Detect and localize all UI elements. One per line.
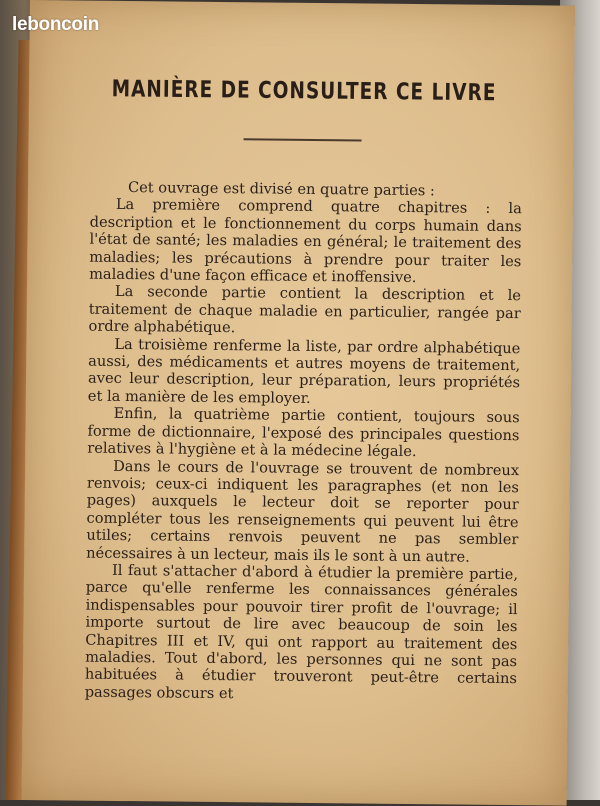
title-divider: [244, 138, 362, 141]
leboncoin-watermark: leboncoin: [12, 14, 100, 35]
paragraph: La troisième renferme la liste, par ordre alphabétique aussi, des médicaments et autres moyens de traitement, avec leur description, leur préparation, leurs propriétés et la manière de les employer.: [87, 335, 521, 407]
page-title: MANIÈRE DE CONSULTER CE LIVRE: [111, 76, 497, 107]
paragraph: Dans le cours de l'ouvrage se trouvent de nombreux renvois; ceux-ci indiquent les paragraphes (et non les pages) auxquels le lecteur doit se reporter pour compléter tous les renseignements qui peuvent lui être utiles; certains renvois peuvent ne pas sembler nécessaires à un lecteur, mais ils le sont à un autre.: [86, 457, 520, 566]
paragraph: Enfin, la quatrième partie contient, toujours sous forme de dictionnaire, l'exposé des principales questions relatives à l'hygiène et à la médecine légale.: [87, 405, 520, 461]
paragraph: Cet ouvrage est divisé en quatre parties :: [127, 179, 435, 200]
book-page: [22, 0, 575, 806]
paragraph: La première comprend quatre chapitres : la description et le fonctionnement du corps humain dans l'état de santé; les maladies en général; le traitement des maladies; les précautions à prendre pour traiter les maladies d'une façon efficace et inoffensive.: [89, 196, 522, 287]
body-text: [85, 179, 522, 706]
paragraph: La seconde partie contient la description et le traitement de chaque maladie en particulier, rangée par ordre alphabétique.: [88, 283, 522, 337]
paragraph: Il faut s'attacher d'abord à étudier la première partie, parce qu'elle renferme les connaissances générales indispensables pour pouvoir tirer profit de l'ouvrage; il importe surtout de lire avec beaucoup de soin les Chapitres III et IV, qui ont rapport au traitement des maladies. Tout d'abord, les personnes qui ne sont pas habituées à étudier trouveront peut-être certains passages obscurs et: [84, 561, 519, 702]
